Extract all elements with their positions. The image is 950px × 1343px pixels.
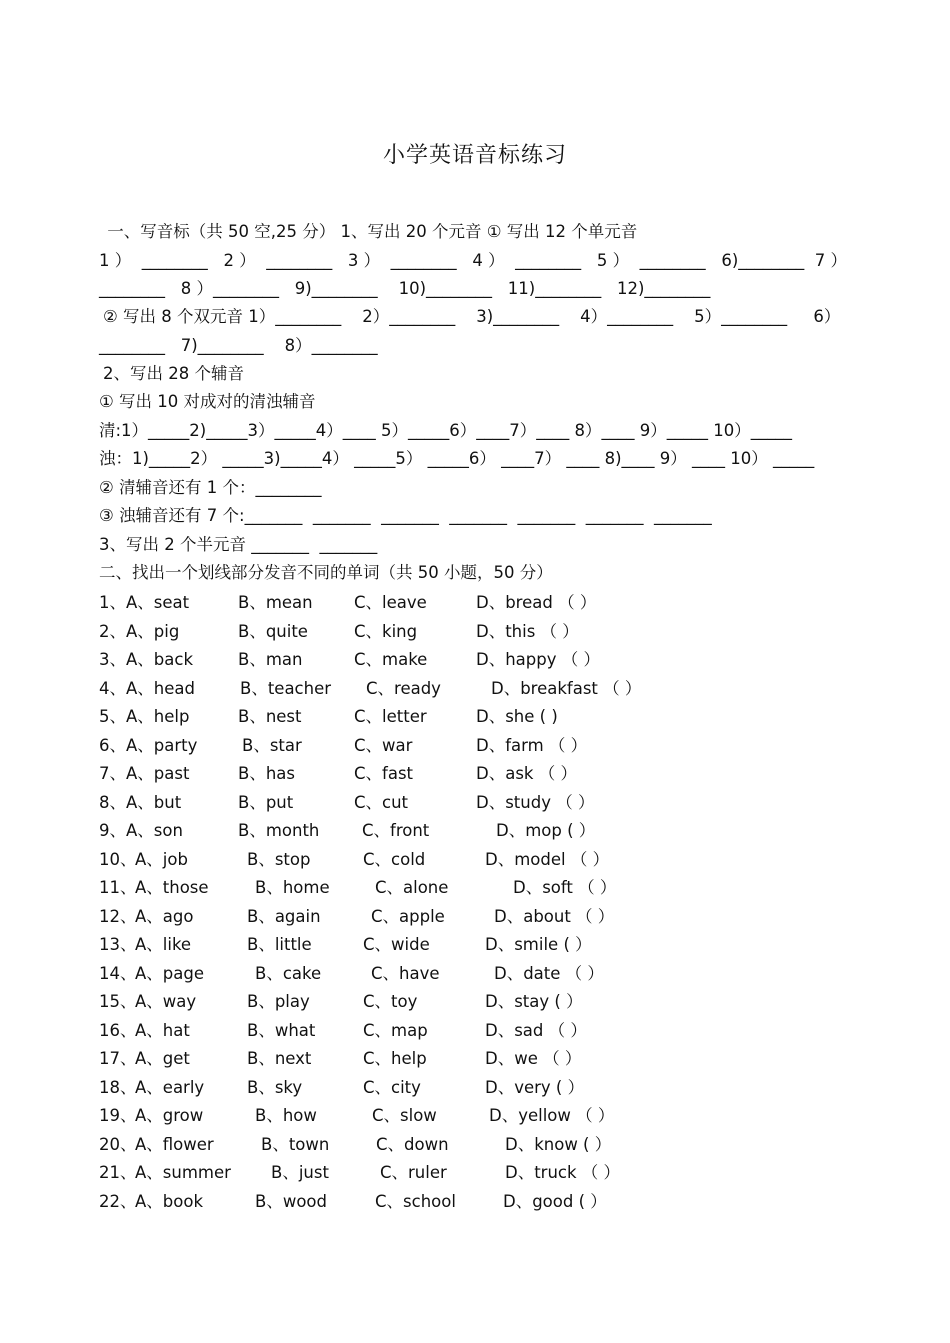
option-c: C、map — [363, 1020, 428, 1040]
option-d: D、breakfast （ ） — [491, 678, 642, 698]
question-list — [99, 589, 859, 1216]
option-b: B、play — [247, 992, 310, 1011]
question-number: 20、 — [99, 1134, 137, 1154]
question-row — [99, 1102, 859, 1131]
option-c: C、wide — [363, 935, 430, 954]
option-d: D、know ( ） — [505, 1134, 612, 1154]
option-d: D、truck （ ） — [505, 1163, 621, 1182]
option-d: D、about （ ） — [494, 906, 615, 926]
question-row — [99, 960, 859, 989]
option-a: A、help — [126, 707, 190, 726]
option-d: D、ask （ ） — [476, 764, 577, 783]
question-row — [99, 1159, 859, 1188]
question-number: 3、 — [99, 650, 126, 669]
option-a: A、head — [126, 678, 195, 698]
option-a: A、way — [135, 992, 197, 1011]
question-row — [99, 703, 859, 732]
option-c: C、letter — [354, 707, 427, 726]
option-b: B、just — [271, 1163, 329, 1182]
option-d: D、this （ ） — [476, 621, 579, 641]
option-b: B、town — [261, 1134, 330, 1154]
option-c: C、make — [354, 650, 428, 669]
option-b: B、quite — [238, 621, 308, 641]
option-a: A、book — [135, 1191, 204, 1211]
question-row — [99, 589, 859, 618]
question-row — [99, 846, 859, 875]
question-number: 22、 — [99, 1191, 137, 1211]
option-b: B、mean — [238, 593, 313, 612]
option-b: B、wood — [255, 1191, 327, 1211]
option-a: A、early — [135, 1077, 205, 1097]
option-a: A、ago — [135, 906, 194, 926]
option-c: C、ready — [366, 678, 441, 698]
question-number: 10、 — [99, 849, 137, 869]
option-b: B、star — [242, 735, 302, 755]
question-number: 18、 — [99, 1077, 137, 1097]
question-row — [99, 732, 859, 761]
option-d: D、soft （ ） — [513, 878, 617, 897]
option-c: C、fast — [354, 764, 414, 783]
option-c: C、school — [375, 1191, 456, 1211]
question-row — [99, 874, 859, 903]
option-a: A、back — [126, 650, 193, 669]
question-row — [99, 1188, 859, 1217]
option-b: B、cake — [255, 963, 322, 983]
option-d: D、mop ( ） — [496, 821, 596, 840]
option-d: D、smile ( ） — [485, 935, 592, 954]
question-number: 2、 — [99, 621, 126, 641]
option-c: C、cut — [354, 792, 409, 812]
consonant-heading: 2、写出 28 个辅音 — [103, 364, 244, 383]
question-number: 5、 — [99, 707, 126, 726]
question-row — [99, 1045, 859, 1074]
question-number: 14、 — [99, 963, 137, 983]
option-d: D、model （ ） — [485, 849, 610, 869]
option-d: D、she ( ) — [476, 707, 558, 726]
option-d: D、study （ ） — [476, 792, 595, 812]
monophthong-blanks-line-1: 1 ） ________ 2 ） ________ 3 ） ________ 4 ） ________ 5 ） ________ 6)________ 7 ） — [99, 251, 848, 270]
option-c: C、have — [371, 963, 440, 983]
diphthong-blanks-line-1: ② 写出 8 个双元音 1）________ 2）________ 3)________ 4）________ 5）________ 6） — [103, 307, 841, 326]
option-a: A、pig — [126, 621, 180, 641]
question-row — [99, 931, 859, 960]
option-b: B、nest — [238, 707, 302, 726]
option-a: A、job — [135, 849, 188, 869]
option-a: A、like — [135, 935, 192, 954]
option-a: A、flower — [135, 1134, 214, 1154]
option-a: A、son — [126, 821, 183, 840]
option-a: A、get — [135, 1049, 190, 1068]
option-c: C、front — [362, 821, 430, 840]
option-a: A、page — [135, 963, 204, 983]
section2-heading: 二、找出一个划线部分发音不同的单词（共 50 小题，50 分） — [99, 563, 553, 582]
option-b: B、how — [255, 1106, 317, 1125]
option-b: B、stop — [247, 849, 311, 869]
question-row — [99, 903, 859, 932]
question-row — [99, 789, 859, 818]
option-c: C、toy — [363, 992, 418, 1011]
option-c: C、cold — [363, 849, 426, 869]
question-row — [99, 760, 859, 789]
semivowel-blanks: 3、写出 2 个半元音 _______ _______ — [99, 535, 378, 554]
question-number: 15、 — [99, 992, 137, 1011]
question-number: 11、 — [99, 878, 137, 897]
question-row — [99, 1131, 859, 1160]
option-b: B、month — [238, 821, 320, 840]
option-c: C、apple — [371, 906, 445, 926]
extra-voiceless-blank: ② 清辅音还有 1 个：________ — [99, 478, 322, 497]
option-c: C、ruler — [380, 1163, 447, 1182]
option-b: B、sky — [247, 1077, 303, 1097]
monophthong-blanks-line-2: ________ 8 ）________ 9)________ 10)________ 11)________ 12)________ — [99, 279, 711, 298]
question-number: 9、 — [99, 821, 126, 840]
option-d: D、farm （ ） — [476, 735, 588, 755]
option-d: D、yellow （ ） — [489, 1106, 615, 1125]
option-a: A、hat — [135, 1020, 190, 1040]
question-number: 19、 — [99, 1106, 137, 1125]
option-b: B、teacher — [240, 678, 332, 698]
question-number: 4、 — [99, 678, 126, 698]
option-a: A、those — [135, 878, 209, 897]
voiced-consonant-blanks: 浊：1)_____2） _____3)_____4） _____5） _____6） ____7） ____ 8)____ 9） ____ 10） _____ — [99, 449, 815, 468]
option-a: A、past — [126, 764, 190, 783]
option-c: C、help — [363, 1049, 427, 1068]
question-row — [99, 1017, 859, 1046]
question-number: 12、 — [99, 906, 137, 926]
question-number: 1、 — [99, 593, 126, 612]
option-c: C、king — [354, 621, 418, 641]
option-d: D、happy （ ） — [476, 650, 600, 669]
option-a: A、but — [126, 792, 182, 812]
voiceless-consonant-blanks: 清:1）_____2)_____3）_____4）____ 5）_____6）____7）____ 8）____ 9）_____ 10）_____ — [99, 421, 792, 440]
consonant-pairs-heading: ① 写出 10 对成对的清浊辅音 — [99, 392, 316, 411]
question-number: 7、 — [99, 764, 126, 783]
question-row — [99, 988, 859, 1017]
question-row — [99, 646, 859, 675]
option-a: A、party — [126, 735, 198, 755]
question-number: 13、 — [99, 935, 137, 954]
option-c: C、city — [363, 1077, 421, 1097]
option-d: D、date （ ） — [494, 963, 604, 983]
page-title: 小学英语音标练习 — [382, 143, 567, 168]
option-a: A、summer — [135, 1163, 231, 1182]
option-b: B、home — [255, 878, 330, 897]
option-c: C、leave — [354, 593, 427, 612]
option-d: D、we （ ） — [485, 1049, 582, 1068]
question-row — [99, 817, 859, 846]
diphthong-blanks-line-2: ________ 7)________ 8）________ — [99, 336, 378, 355]
question-number: 16、 — [99, 1020, 137, 1040]
option-d: D、stay ( ） — [485, 992, 583, 1011]
option-b: B、what — [247, 1020, 316, 1040]
question-row — [99, 675, 859, 704]
option-d: D、bread （ ） — [476, 593, 597, 612]
option-b: B、put — [238, 792, 294, 812]
question-number: 6、 — [99, 735, 126, 755]
option-c: C、slow — [372, 1106, 437, 1125]
option-b: B、has — [238, 764, 295, 783]
extra-voiced-blanks: ③ 浊辅音还有 7 个:_______ _______ _______ _______ _______ _______ _______ — [99, 506, 712, 525]
option-b: B、man — [238, 650, 303, 669]
question-row — [99, 1074, 859, 1103]
option-c: C、war — [354, 735, 413, 755]
question-number: 21、 — [99, 1163, 137, 1182]
option-d: D、sad （ ） — [485, 1020, 587, 1040]
option-d: D、good ( ） — [503, 1191, 607, 1211]
option-a: A、seat — [126, 593, 190, 612]
option-b: B、little — [247, 935, 312, 954]
option-b: B、next — [247, 1049, 312, 1068]
question-row — [99, 618, 859, 647]
section1-heading: 一、写音标（共 50 空,25 分） 1、写出 20 个元音 ① 写出 12 个单元音 — [102, 222, 638, 241]
question-number: 8、 — [99, 792, 126, 812]
option-d: D、very ( ） — [485, 1077, 585, 1097]
option-c: C、alone — [375, 878, 449, 897]
option-b: B、again — [247, 906, 321, 926]
option-a: A、grow — [135, 1106, 204, 1125]
option-c: C、down — [376, 1134, 449, 1154]
question-number: 17、 — [99, 1049, 137, 1068]
